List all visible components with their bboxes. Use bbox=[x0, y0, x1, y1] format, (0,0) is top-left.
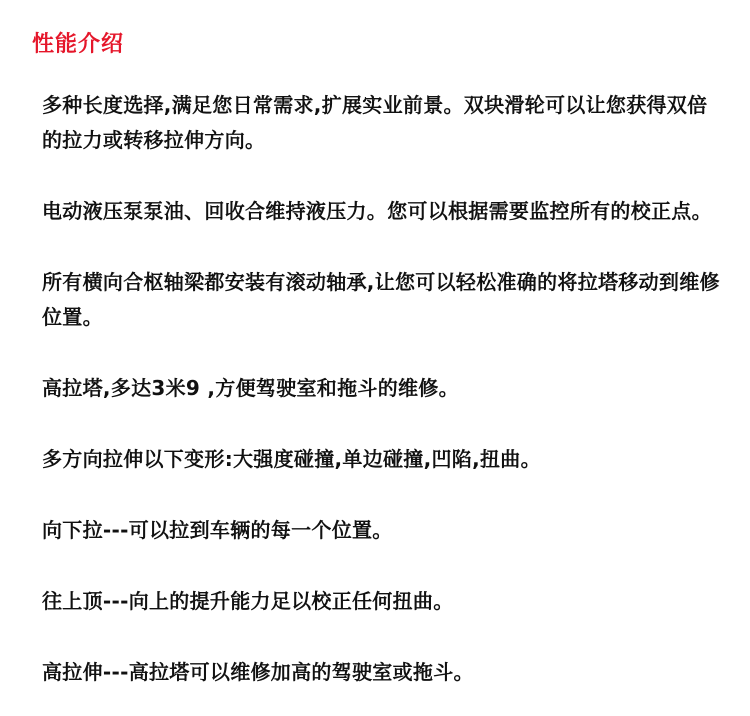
feature-item-multi-length: 多种长度选择,满足您日常需求,扩展实业前景。双块滑轮可以让您获得双倍的拉力或转移拉伸方向。 bbox=[42, 93, 708, 152]
feature-item-high-stretch: 高拉伸---高拉塔可以维修加高的驾驶室或拖斗。 bbox=[42, 660, 474, 684]
feature-item-multi-direction: 多方向拉伸以下变形:大强度碰撞,单边碰撞,凹陷,扭曲。 bbox=[42, 447, 541, 471]
feature-item-tall-tower: 高拉塔,多达3米9 ,方便驾驶室和拖斗的维修。 bbox=[42, 376, 459, 400]
feature-list bbox=[42, 88, 722, 690]
feature-item-push-up: 往上顶---向上的提升能力足以校正任何扭曲。 bbox=[42, 589, 454, 613]
feature-item-rolling-bearings: 所有横向合枢轴梁都安装有滚动轴承,让您可以轻松准确的将拉塔移动到维修位置。 bbox=[42, 270, 720, 329]
feature-item-pull-down: 向下拉---可以拉到车辆的每一个位置。 bbox=[42, 518, 393, 542]
feature-item-hydraulic-pump: 电动液压泵泵油、回收合维持液压力。您可以根据需要监控所有的校正点。 bbox=[42, 199, 712, 223]
section-heading: 性能介绍 bbox=[32, 32, 125, 57]
